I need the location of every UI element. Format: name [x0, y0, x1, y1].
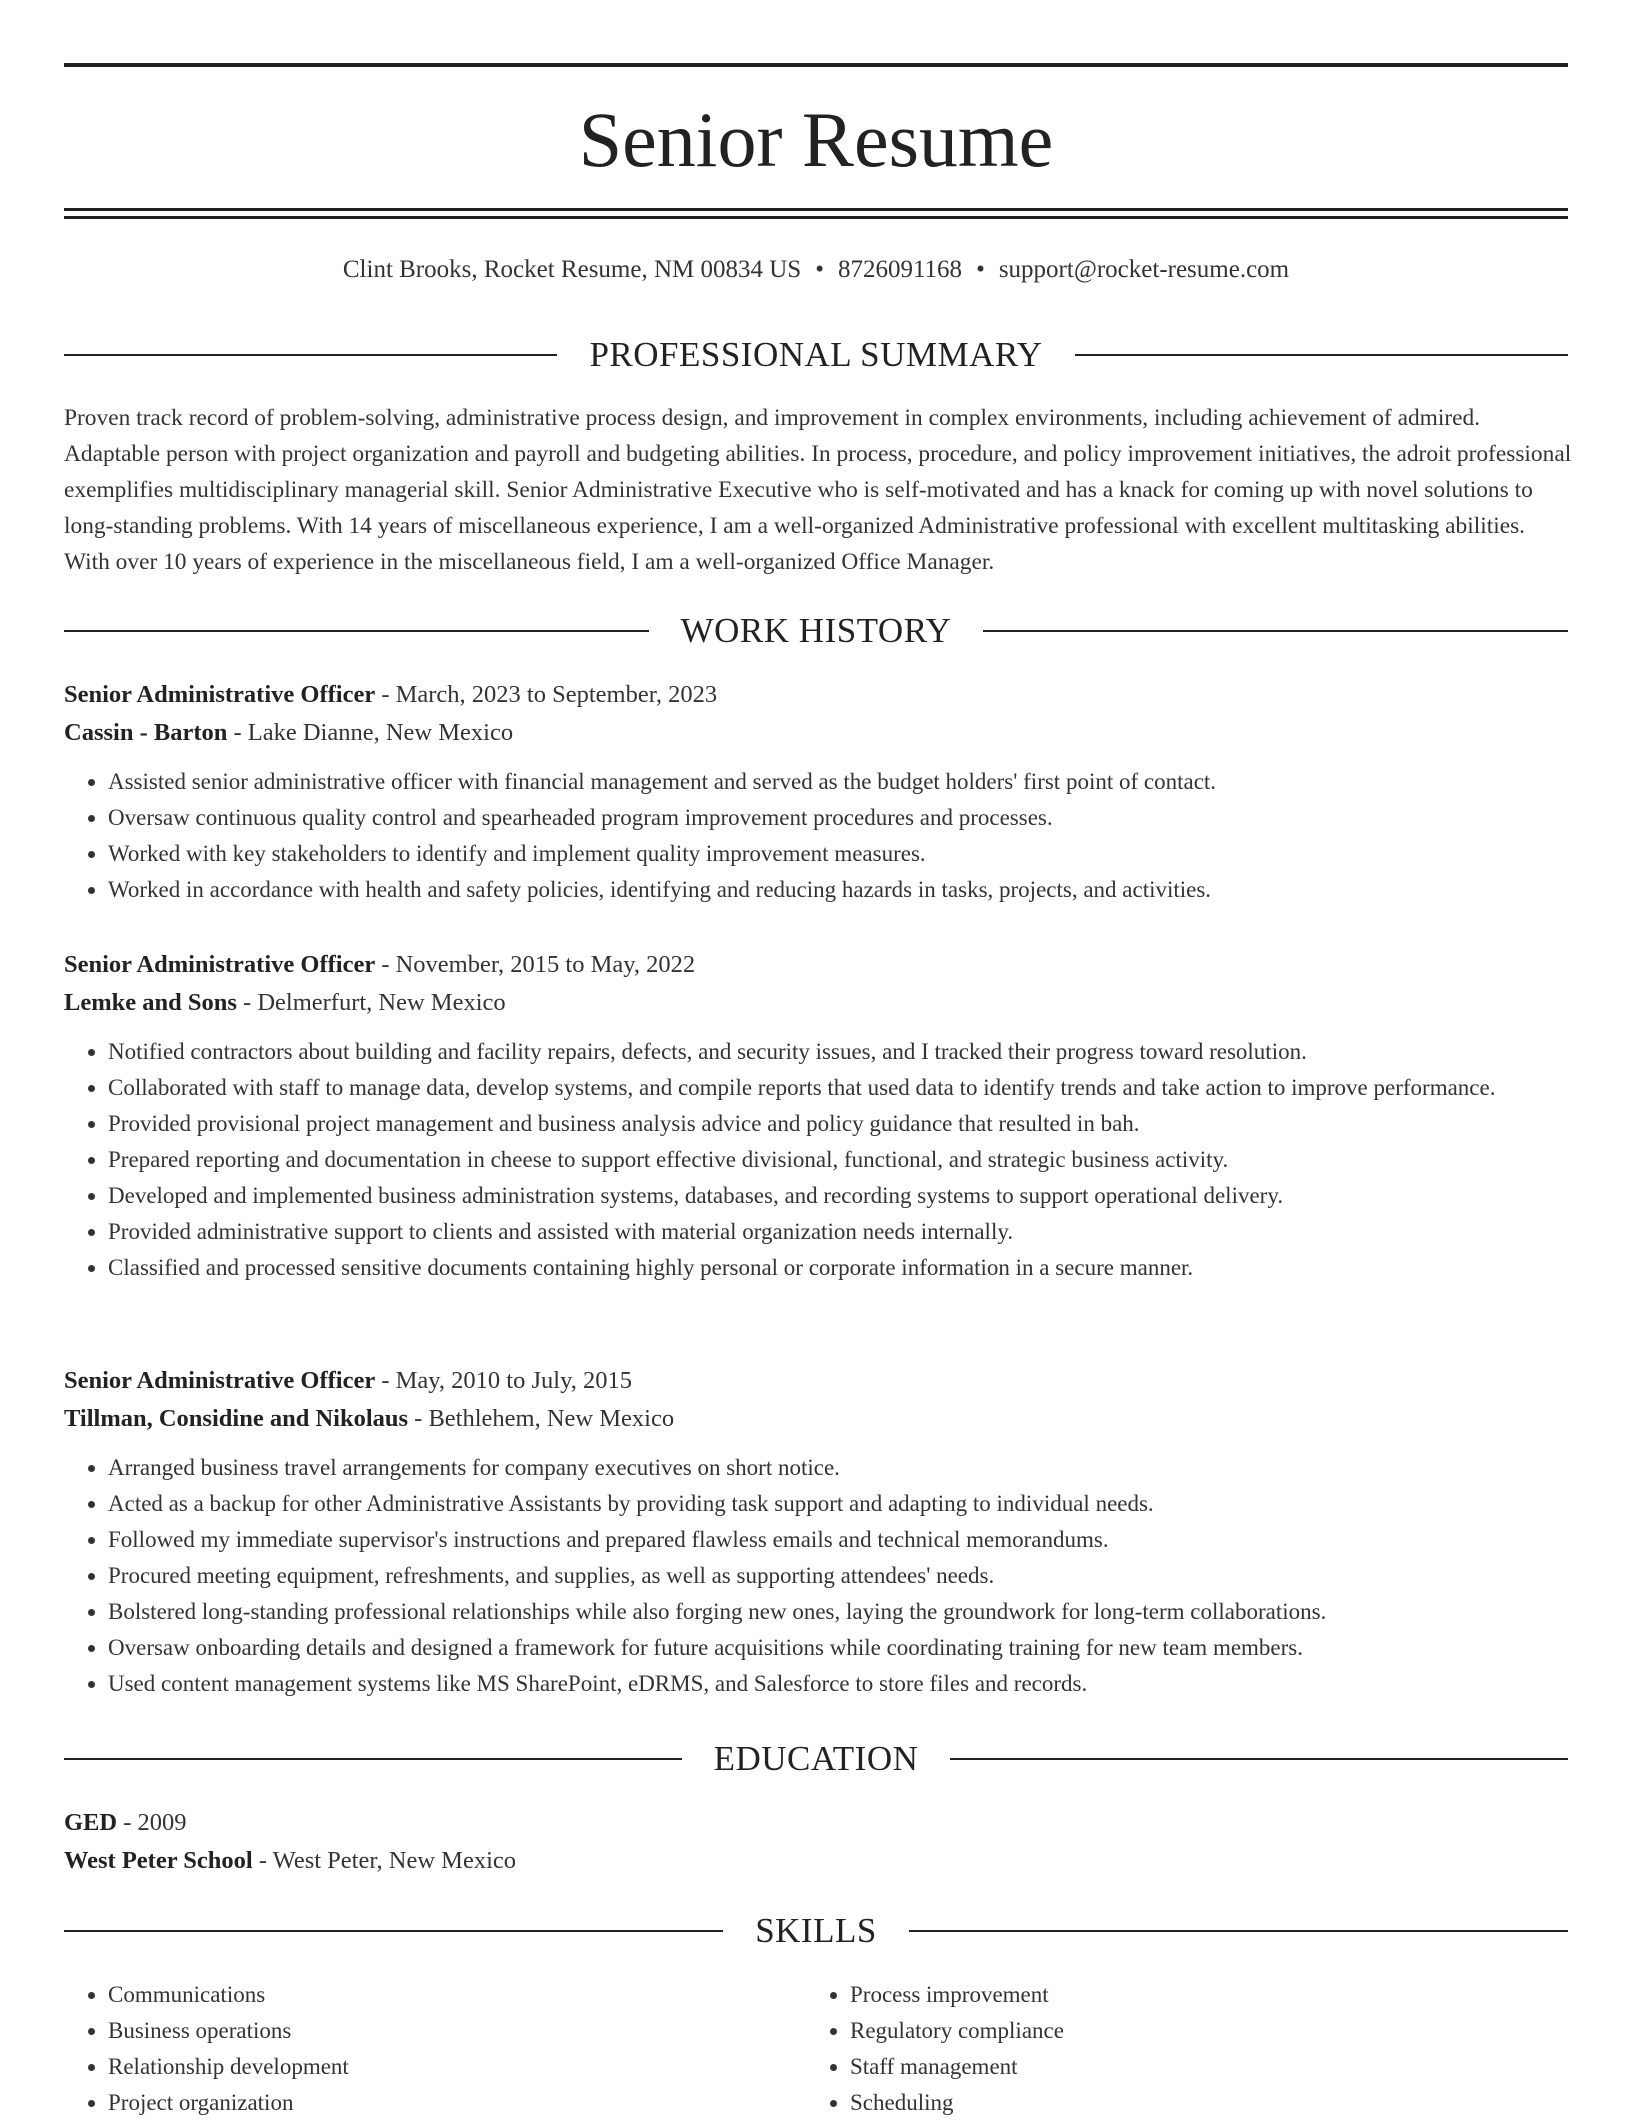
- section-divider: [983, 630, 1568, 632]
- job-company: Tillman, Considine and Nikolaus: [64, 1405, 409, 1432]
- contact-email: support@rocket-resume.com: [998, 256, 1290, 283]
- skills-list: [64, 1977, 764, 2121]
- job-bullet: • Followed my immediate supervisor's instructions and prepared flawless emails and technical memorandums.: [108, 1522, 1568, 1558]
- section-title: SKILLS: [755, 1911, 877, 1950]
- skill-item: • Project organization: [108, 2085, 764, 2121]
- job-bullet: • Oversaw onboarding details and designed a framework for future acquisitions while coordinating training for new team members.: [108, 1630, 1568, 1666]
- section-header-education: [64, 1737, 1568, 1781]
- section-divider: [64, 630, 649, 632]
- section-divider: [64, 354, 557, 356]
- section-title: EDUCATION: [713, 1739, 919, 1778]
- section-header-skills: [64, 1909, 1568, 1953]
- job-title-line: [64, 946, 1568, 984]
- section-divider: [950, 1758, 1568, 1760]
- job-entry: [64, 1362, 1568, 1702]
- skill-item: • Process improvement: [850, 1977, 1506, 2013]
- skills-column-left: [64, 1977, 764, 2121]
- job-bullet: • Assisted senior administrative officer with financial management and served as the budget holders' first point of contact.: [108, 764, 1568, 800]
- job-location: - Bethlehem, New Mexico: [408, 1405, 675, 1432]
- skills-list: [806, 1977, 1506, 2121]
- job-company-line: [64, 984, 1568, 1022]
- education-location: - West Peter, New Mexico: [252, 1847, 517, 1874]
- job-bullet: • Used content management systems like MS SharePoint, eDRMS, and Salesforce to store files and records.: [108, 1666, 1568, 1702]
- education-degree: GED: [64, 1809, 118, 1836]
- job-bullet: • Arranged business travel arrangements for company executives on short notice.: [108, 1450, 1568, 1486]
- job-dates: - November, 2015 to May, 2022: [375, 951, 696, 978]
- contact-separator: •: [976, 256, 985, 283]
- job-bullets: [64, 1034, 1568, 1286]
- job-bullet: • Classified and processed sensitive documents containing highly personal or corporate information in a secure manner.: [108, 1250, 1568, 1286]
- job-location: - Delmerfurt, New Mexico: [236, 989, 506, 1016]
- summary-paragraph: Proven track record of problem-solving, administrative process design, and improvement in complex environments, including achievement of admired. Adaptable person with project organization and payroll and budgeting abilities. In process, procedure, and policy improvement initiatives, the adroit professional exemplifies multidisciplinary managerial skill. Senior Administrative Executive who is self-motivated and has a knack for coming up with novel solutions to long-standing problems. With 14 years of miscellaneous experience, I am a well-organized Administrative professional with excellent multitasking abilities. With over 10 years of experience in the miscellaneous field, I am a well-organized Office Manager.: [64, 405, 1572, 575]
- job-company-line: [64, 714, 1568, 752]
- education-entry: [64, 1804, 1568, 1880]
- education-year: - 2009: [117, 1809, 187, 1836]
- skills-column-right: [806, 1977, 1506, 2121]
- skill-item: • Business operations: [108, 2013, 764, 2049]
- skill-item: • Relationship development: [108, 2049, 764, 2085]
- section-divider: [909, 1930, 1568, 1932]
- skill-item: • Staff management: [850, 2049, 1506, 2085]
- education-school-line: [64, 1842, 1568, 1880]
- education-degree-line: [64, 1804, 1568, 1842]
- job-company: Lemke and Sons: [64, 989, 237, 1016]
- title-rule-lower: [64, 216, 1568, 219]
- job-bullets: [64, 764, 1568, 908]
- page-title: Senior Resume: [578, 96, 1054, 183]
- job-company-line: [64, 1400, 1568, 1438]
- job-bullet: • Acted as a backup for other Administrative Assistants by providing task support and adapting to individual needs.: [108, 1486, 1568, 1522]
- contact-separator: •: [815, 256, 824, 283]
- section-divider: [1075, 354, 1568, 356]
- job-bullet: • Provided administrative support to clients and assisted with material organization needs internally.: [108, 1214, 1568, 1250]
- section-header-summary: [64, 333, 1568, 377]
- contact-line: [64, 254, 1568, 286]
- education-school: West Peter School: [64, 1847, 253, 1874]
- skill-item: • Regulatory compliance: [850, 2013, 1506, 2049]
- job-bullet: • Notified contractors about building and facility repairs, defects, and security issues, and I tracked their progress toward resolution.: [108, 1034, 1568, 1070]
- job-bullet: • Provided provisional project management and business analysis advice and policy guidance that resulted in bah.: [108, 1106, 1568, 1142]
- job-title: Senior Administrative Officer: [64, 681, 376, 708]
- job-title: Senior Administrative Officer: [64, 951, 376, 978]
- job-title-line: [64, 1362, 1568, 1400]
- job-entry: [64, 946, 1568, 1286]
- section-title: PROFESSIONAL SUMMARY: [589, 335, 1043, 374]
- job-company: Cassin - Barton: [64, 719, 228, 746]
- job-title: Senior Administrative Officer: [64, 1367, 376, 1394]
- job-bullet: • Bolstered long-standing professional relationships while also forging new ones, laying the groundwork for long-term collaborations.: [108, 1594, 1568, 1630]
- job-bullet: • Worked in accordance with health and safety policies, identifying and reducing hazards in tasks, projects, and activities.: [108, 872, 1568, 908]
- contact-phone: 8726091168: [837, 256, 963, 283]
- job-bullet: • Developed and implemented business administration systems, databases, and recording systems to support operational delivery.: [108, 1178, 1568, 1214]
- job-bullet: • Prepared reporting and documentation in cheese to support effective divisional, functional, and strategic business activity.: [108, 1142, 1568, 1178]
- title-rule-upper: [64, 208, 1568, 211]
- job-location: - Lake Dianne, New Mexico: [227, 719, 514, 746]
- job-bullet: • Worked with key stakeholders to identify and implement quality improvement measures.: [108, 836, 1568, 872]
- section-divider: [64, 1758, 682, 1760]
- job-entry: [64, 676, 1568, 908]
- job-bullet: • Collaborated with staff to manage data, develop systems, and compile reports that used data to identify trends and take action to improve performance.: [108, 1070, 1568, 1106]
- skill-item: • Communications: [108, 1977, 764, 2013]
- contact-address: Clint Brooks, Rocket Resume, NM 00834 US: [342, 256, 802, 283]
- job-bullet: • Procured meeting equipment, refreshments, and supplies, as well as supporting attendees' needs.: [108, 1558, 1568, 1594]
- section-title: WORK HISTORY: [680, 611, 952, 650]
- job-dates: - March, 2023 to September, 2023: [375, 681, 718, 708]
- section-divider: [64, 1930, 723, 1932]
- job-bullet: • Oversaw continuous quality control and spearheaded program improvement procedures and processes.: [108, 800, 1568, 836]
- job-dates: - May, 2010 to July, 2015: [375, 1367, 632, 1394]
- skill-item: • Scheduling: [850, 2085, 1506, 2121]
- section-header-work: [64, 609, 1568, 653]
- job-title-line: [64, 676, 1568, 714]
- top-rule: [64, 63, 1568, 67]
- job-bullets: [64, 1450, 1568, 1702]
